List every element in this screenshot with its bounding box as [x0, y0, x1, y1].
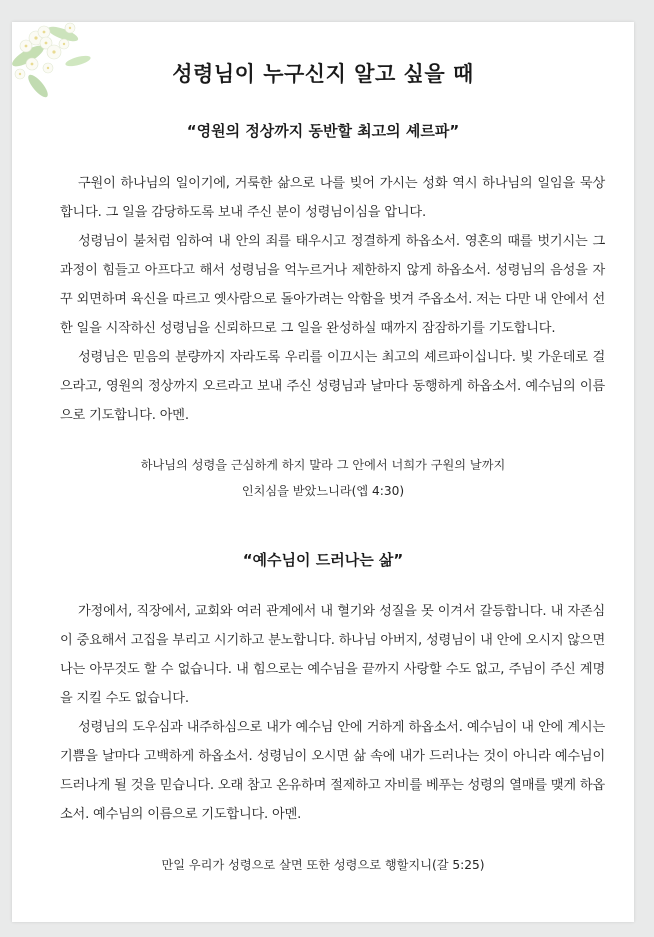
section-1-paragraph-1: 구원이 하나님의 일이기에, 거룩한 삶으로 나를 빚어 가시는 성화 역시 하나님의 일임을 묵상합니다. 그 일을 감당하도록 보내 주신 분이 성령님이심을 압니다.	[60, 176, 605, 220]
section-1-verse-line-1: 하나님의 성령을 근심하게 하지 말라 그 안에서 너희가 구원의 날까지	[140, 458, 506, 472]
section-1-paragraph-3: 성령님은 믿음의 분량까지 자라도록 우리를 이끄시는 최고의 셰르파이십니다. 빛 가운데로 걸으라고, 영원의 정상까지 오르라고 보내 주신 성령님과 날마다 동행하게 하옵소서. 예수님의 이름으로 기도합니다. 아멘.	[60, 350, 605, 423]
page-title: 성령님이 누구신지 알고 싶을 때	[172, 62, 474, 86]
section-1-subtitle: “영원의 정상까지 동반할 최고의 셰르파”	[186, 122, 460, 140]
section-2-paragraph-1: 가정에서, 직장에서, 교회와 여러 관계에서 내 혈기와 성질을 못 이겨서 갈등합니다. 내 자존심이 중요해서 고집을 부리고 시기하고 분노합니다. 하나님 아버지, 성령님이 내 안에 오시지 않으면 나는 아무것도 할 수 없습니다. 내 힘으로는 예수님을 끝까지 사랑할 수도 없고, 주님이 주신 계명을 지킬 수도 없습니다.	[60, 604, 605, 706]
section-1-verse-line-2: 인치심을 받았느니라(엡 4:30)	[241, 484, 405, 498]
document-page	[12, 22, 634, 922]
section-2-verse-line-1: 만일 우리가 성령으로 살면 또한 성령으로 행할지니(갈 5:25)	[161, 858, 485, 872]
section-1-verse	[12, 452, 634, 504]
section-2-subtitle: “예수님이 드러나는 삶”	[242, 551, 404, 569]
section-2-paragraph-2: 성령님의 도우심과 내주하심으로 내가 예수님 안에 거하게 하옵소서. 예수님이 내 안에 계시는 기쁨을 날마다 고백하게 하옵소서. 성령님이 오시면 삶 속에 내가 드러나는 것이 아니라 예수님이 드러나게 될 것을 믿습니다. 오래 참고 온유하며 절제하고 자비를 베푸는 성령의 열매를 맺게 하옵소서. 예수님의 이름으로 기도합니다. 아멘.	[60, 720, 605, 822]
section-2-verse	[12, 852, 634, 878]
section-1-paragraph-2: 성령님이 불처럼 임하여 내 안의 죄를 태우시고 정결하게 하옵소서. 영혼의 때를 벗기시는 그 과정이 힘들고 아프다고 해서 성령님을 억누르거나 제한하지 않게 하옵소서. 성령님의 음성을 자꾸 외면하며 육신을 따르고 옛사람으로 돌아가려는 악함을 벗겨 주옵소서. 저는 다만 내 안에서 선한 일을 시작하신 성령님을 신뢰하므로 그 일을 완성하실 때까지 잠잠하기를 기도합니다.	[60, 234, 605, 336]
